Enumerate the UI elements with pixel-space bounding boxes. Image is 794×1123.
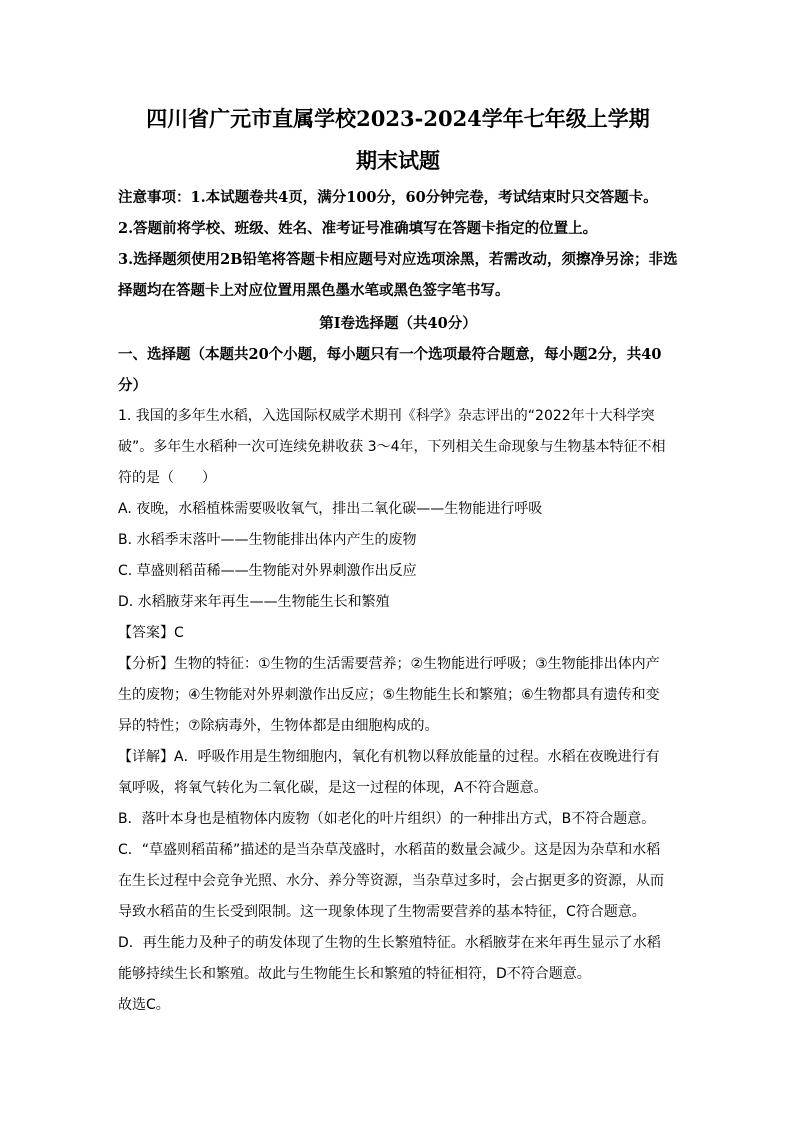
detail-d-line1: D．再生能力及种子的萌发体现了生物的生长繁殖特征。水稻腋芽在来年再生显示了水稻 [118, 935, 661, 951]
note-3-line1: 3.选择题须使用2B铅笔将答题卡相应题号对应选项涂黑，若需改动，须擦净另涂；非选 [118, 251, 678, 268]
question-stem-line3: 符的是（ ） [118, 470, 216, 486]
page-title: 四川省广元市直属学校2023-2024学年七年级上学期 [146, 106, 650, 131]
exam-notes [118, 182, 678, 306]
analysis-line2: 生的废物；④生物能对外界刺激作出反应；⑤生物能生长和繁殖；⑥生物都具有遗传和变 [118, 687, 660, 703]
question-1 [118, 401, 678, 1021]
detail-c-line1: C．“草盛则稻苗稀”描述的是当杂草茂盛时，水稻苗的数量会减少。这是因为杂草和水稻 [118, 842, 661, 858]
option-d: D. 水稻腋芽来年再生——生物能生长和繁殖 [118, 594, 390, 610]
detail-d-line2: 能够持续生长和繁殖。故此与生物能生长和繁殖的特征相符，D不符合题意。 [118, 966, 591, 982]
option-a: A. 夜晚，水稻植株需要吸收氧气，排出二氧化碳——生物能进行呼吸 [118, 501, 543, 517]
option-b: B. 水稻季末落叶——生物能排出体内产生的废物 [118, 532, 417, 548]
detail-c-line3: 导致水稻苗的生长受到限制。这一现象体现了生物需要营养的基本特征，C符合题意。 [118, 904, 646, 920]
analysis-line3: 异的特性；⑦除病毒外，生物体都是由细胞构成的。 [118, 718, 439, 734]
detail-a-line1: 【详解】A．呼吸作用是生物细胞内，氧化有机物以释放能量的过程。水稻在夜晚进行有 [118, 749, 660, 765]
detail-a-line2: 氧呼吸，将氧气转化为二氧化碳，是这一过程的体现，A不符合题意。 [118, 780, 548, 796]
conclusion: 故选C。 [118, 997, 170, 1013]
detail-c-line2: 在生长过程中会竞争光照、水分、养分等资源，当杂草过多时，会占据更多的资源，从而 [118, 873, 664, 889]
note-2: 2.答题前将学校、班级、姓名、准考证号准确填写在答题卡指定的位置上。 [118, 220, 598, 237]
analysis-line1: 【分析】生物的特征：①生物的生活需要营养；②生物能进行呼吸；③生物能排出体内产 [118, 656, 660, 672]
answer: 【答案】C [118, 625, 184, 641]
exam-page [118, 98, 678, 1021]
part-1-heading-line1: 一、选择题（本题共20个小题，每小题只有一个选项最符合题意，每小题2分，共40 [118, 346, 662, 363]
detail-b: B．落叶本身也是植物体内废物（如老化的叶片组织）的一种排出方式，B不符合题意。 [118, 811, 656, 827]
question-stem-line2: 破”。多年生水稻种一次可连续免耕收获 3～4年，下列相关生命现象与生物基本特征不相 [118, 439, 666, 455]
note-3-line2: 择题均在答题卡上对应位置用黑色墨水笔或黑色签字笔书写。 [118, 282, 510, 299]
page-subtitle: 期末试题 [356, 148, 440, 173]
part-1-heading-line2: 分） [118, 377, 147, 394]
question-stem-line1: 1. 我国的多年生水稻，入选国际权威学术期刊《科学》杂志评出的“2022年十大科学突 [118, 408, 655, 424]
volume-title: 第Ⅰ卷选择题（共40分） [319, 315, 477, 332]
note-1: 注意事项：1.本试题卷共4页，满分100分，60分钟完卷，考试结束时只交答题卡。 [118, 189, 658, 206]
option-c: C. 草盛则稻苗稀——生物能对外界刺激作出反应 [118, 563, 417, 579]
